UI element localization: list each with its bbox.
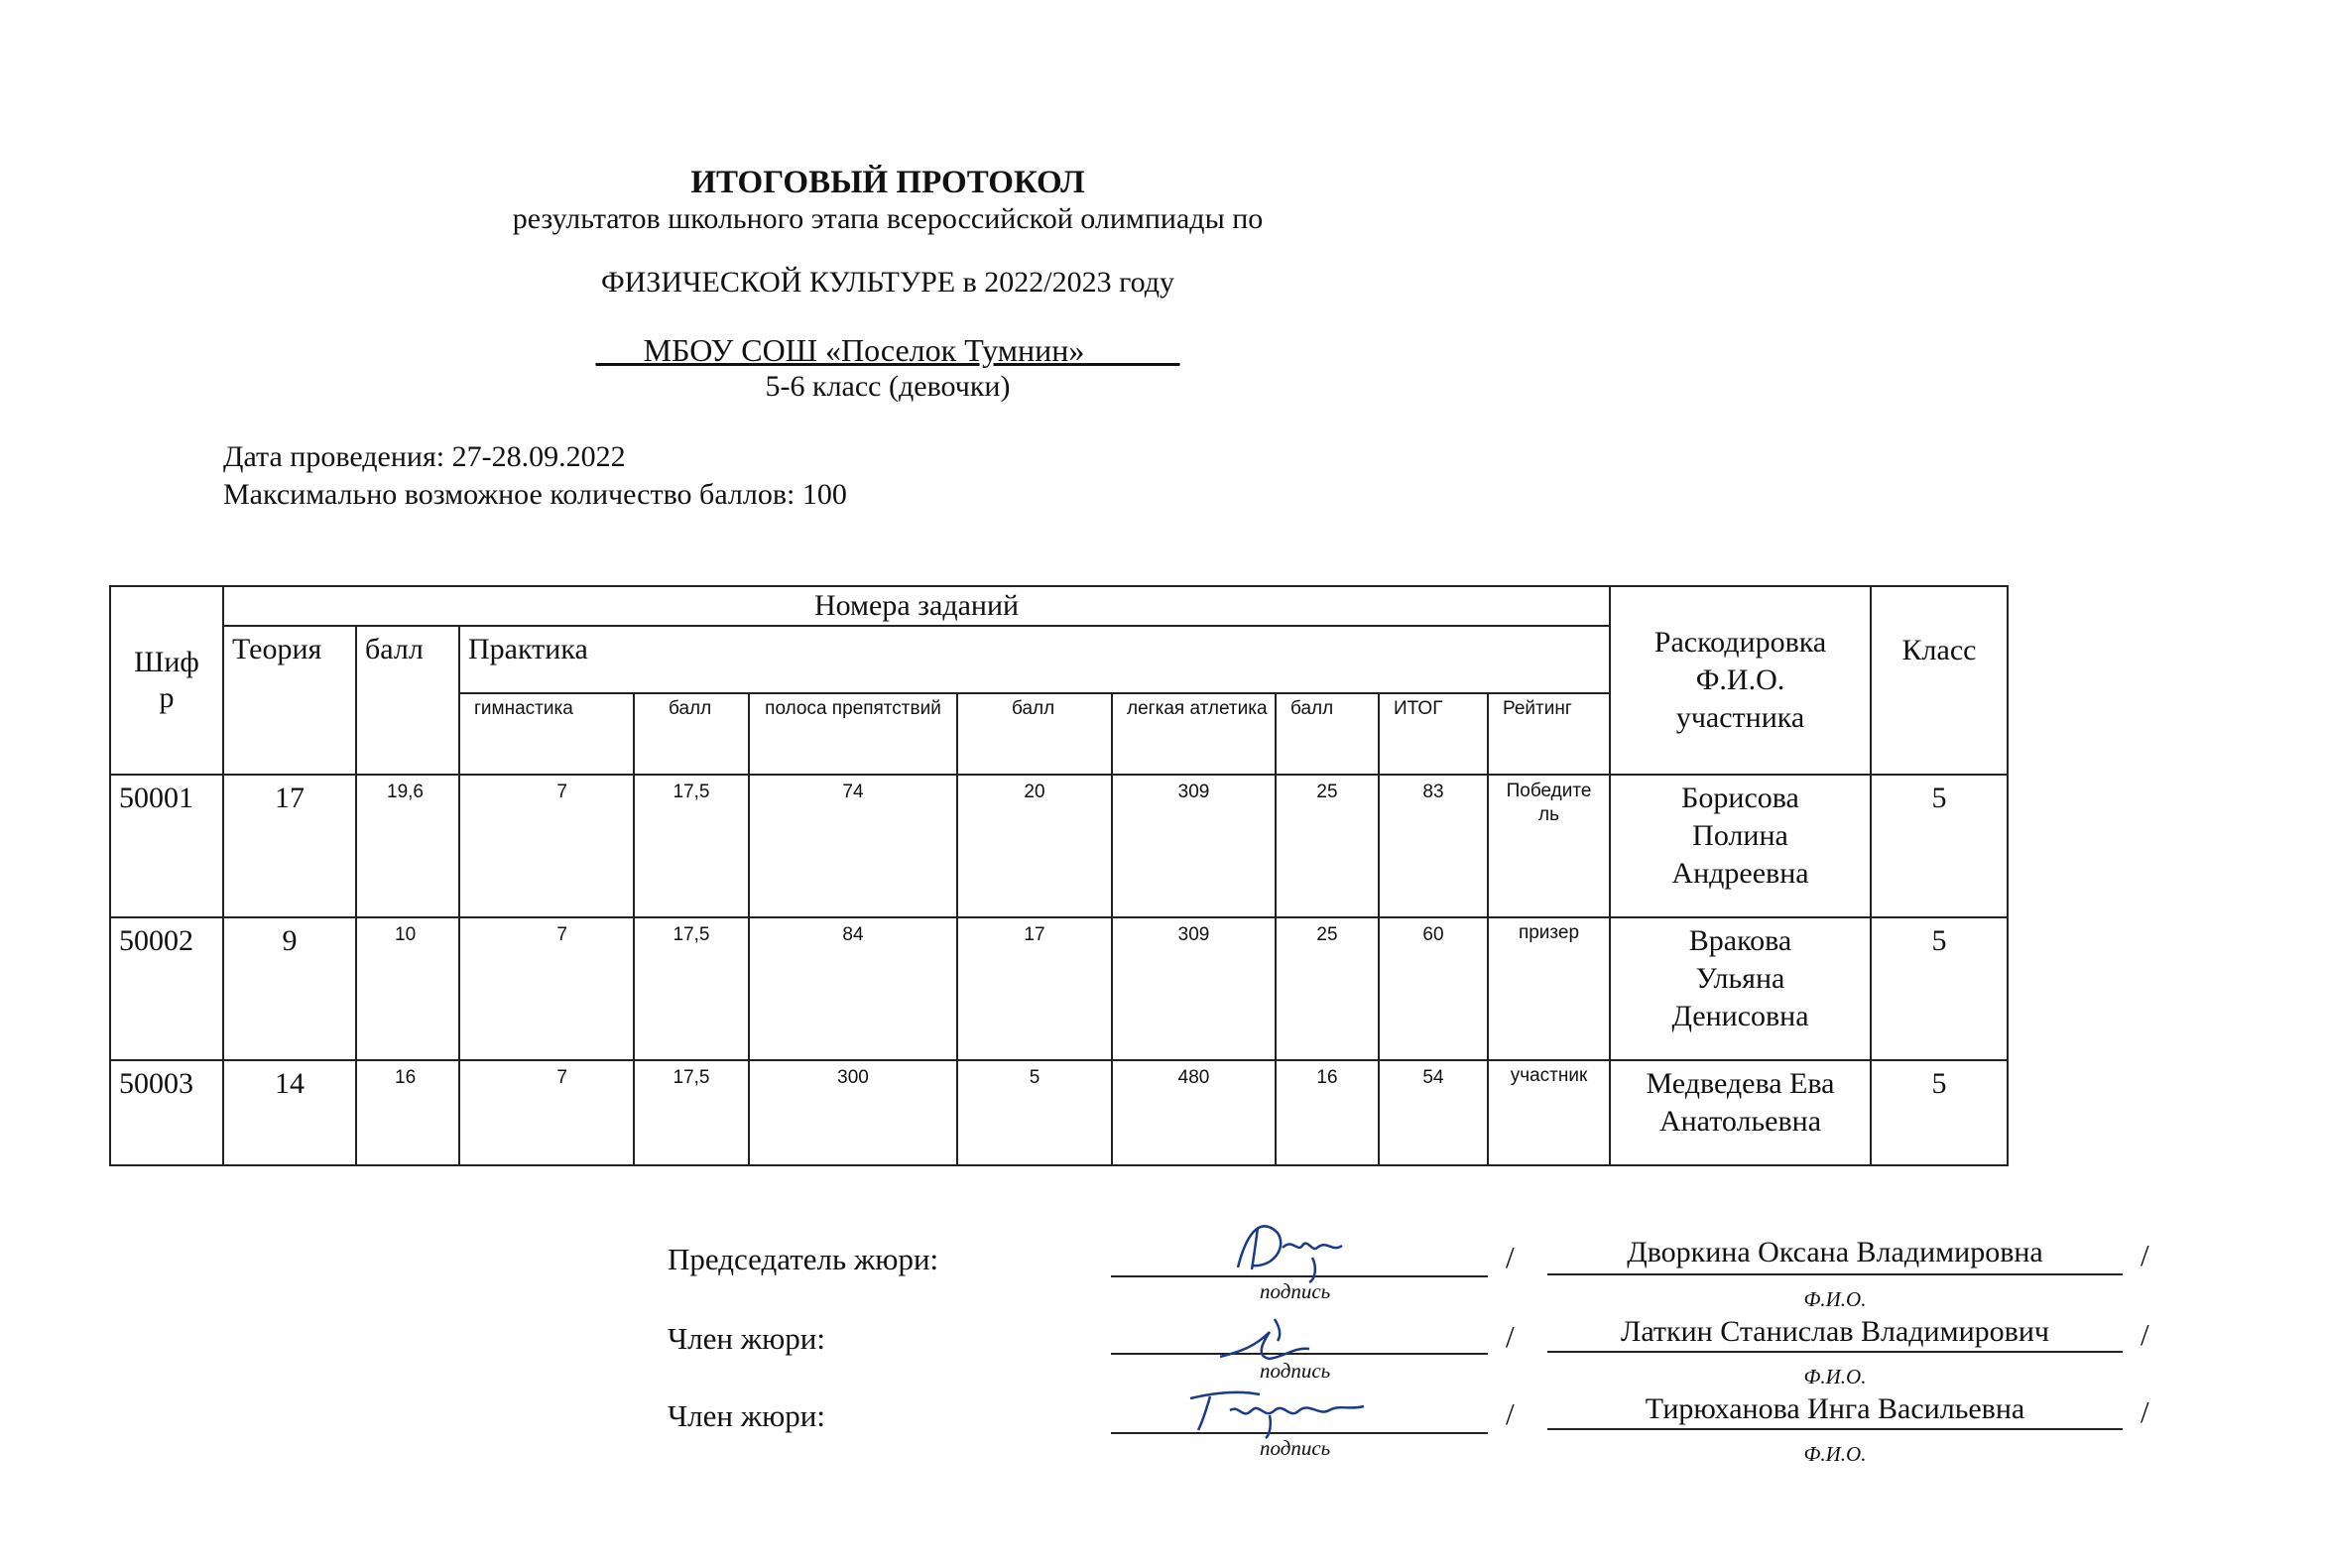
cell-gymnastics-score: 17,5: [634, 1060, 749, 1165]
jury-role-chair: Председатель жюри:: [668, 1242, 939, 1276]
cell-theory: 17: [223, 775, 356, 917]
cell-participant-name: Медведева Ева Анатольевна: [1610, 1060, 1871, 1165]
cell-obstacle-score: 20: [957, 775, 1112, 917]
header-gymnastics: гимнастика: [459, 693, 634, 775]
max-score: Максимально возможное количество баллов: 100: [223, 478, 847, 511]
name-caption: Ф.И.О.: [1803, 1365, 1867, 1388]
cell-theory-score: 10: [356, 917, 459, 1060]
cell-athletics: 309: [1112, 775, 1276, 917]
header-gymnastics-score: балл: [634, 693, 749, 775]
separator-slash: /: [1506, 1319, 1515, 1354]
header-obstacle: полоса препятствий: [749, 693, 957, 775]
header-athletics-score: балл: [1276, 693, 1379, 775]
table-row: [110, 917, 2008, 1060]
name-line: [1547, 1351, 2123, 1353]
header-obstacle-score: балл: [957, 693, 1112, 775]
name-line: [1547, 1273, 2123, 1275]
separator-slash: /: [1506, 1396, 1515, 1431]
table-row: [110, 775, 2008, 917]
separator-slash: /: [2141, 1238, 2149, 1272]
cell-class: 5: [1871, 775, 2008, 917]
separator-slash: /: [2141, 1317, 2149, 1352]
header-theory: Теория: [223, 626, 356, 775]
cell-athletics-score: 25: [1276, 775, 1379, 917]
jury-name: Латкин Станислав Владимирович: [1621, 1315, 2049, 1348]
cell-total: 60: [1379, 917, 1488, 1060]
cell-code: 50002: [110, 917, 223, 1060]
header-tasks: Номера заданий: [223, 586, 1610, 626]
cell-obstacle-score: 5: [957, 1060, 1112, 1165]
cell-athletics-score: 25: [1276, 917, 1379, 1060]
signature-image: [1200, 1307, 1359, 1367]
cell-athletics: 480: [1112, 1060, 1276, 1165]
jury-name: Дворкина Оксана Владимировна: [1627, 1236, 2043, 1268]
cell-athletics: 309: [1112, 917, 1276, 1060]
header-code: [110, 586, 223, 775]
cell-rating: [1488, 775, 1610, 917]
name-caption: Ф.И.О.: [1803, 1442, 1867, 1466]
cell-obstacle: 300: [749, 1060, 957, 1165]
signature-image: [1170, 1381, 1389, 1440]
name-caption: Ф.И.О.: [1803, 1287, 1867, 1311]
cell-rating: участник: [1488, 1060, 1610, 1165]
olympiad-subject: ФИЗИЧЕСКОЙ КУЛЬТУРЕ в 2022/2023 году: [600, 266, 1175, 299]
cell-total: 83: [1379, 775, 1488, 917]
separator-slash: /: [1506, 1240, 1515, 1274]
cell-theory: 14: [223, 1060, 356, 1165]
school-name-text: ___МБОУ СОШ «Поселок Тумнин»______: [595, 332, 1180, 368]
cell-class: 5: [1871, 1060, 2008, 1165]
signature-caption: подпись: [1260, 1279, 1331, 1303]
results-table: [109, 585, 2009, 1166]
cell-gymnastics: 7: [459, 917, 634, 1060]
cell-rating-text: Победитель: [1506, 781, 1592, 825]
cell-theory: 9: [223, 917, 356, 1060]
event-date: Дата проведения: 27-28.09.2022: [223, 440, 626, 473]
cell-athletics-score: 16: [1276, 1060, 1379, 1165]
cell-theory-score: 19,6: [356, 775, 459, 917]
cell-obstacle: 74: [749, 775, 957, 917]
signature-image: [1218, 1208, 1367, 1287]
cell-participant-name: Борисова Полина Андреевна: [1610, 775, 1871, 917]
cell-class: 5: [1871, 917, 2008, 1060]
school-name: [99, 334, 1676, 366]
cell-obstacle-score: 17: [957, 917, 1112, 1060]
name-line: [1547, 1428, 2123, 1430]
cell-participant-name: Вракова Ульяна Денисовна: [1610, 917, 1871, 1060]
cell-gymnastics: 7: [459, 1060, 634, 1165]
signature-caption: подпись: [1260, 1436, 1331, 1460]
cell-gymnastics: 7: [459, 775, 634, 917]
header-class: Класс: [1871, 586, 2008, 775]
jury-role-member: Член жюри:: [668, 1321, 825, 1356]
cell-code: 50001: [110, 775, 223, 917]
grade-group: 5-6 класс (девочки): [765, 370, 1011, 403]
header-theory-score: балл: [356, 626, 459, 775]
jury-name: Тирюханова Инга Васильевна: [1645, 1392, 2025, 1425]
cell-gymnastics-score: 17,5: [634, 775, 749, 917]
cell-rating: призер: [1488, 917, 1610, 1060]
header-practice: Практика: [459, 626, 1610, 693]
separator-slash: /: [2141, 1394, 2149, 1429]
document-subtitle: результатов школьного этапа всероссийской олимпиады по: [512, 202, 1264, 235]
document-title: ИТОГОВЫЙ ПРОТОКОЛ: [690, 165, 1085, 200]
jury-role-member: Член жюри:: [668, 1398, 825, 1433]
cell-obstacle: 84: [749, 917, 957, 1060]
cell-theory-score: 16: [356, 1060, 459, 1165]
cell-total: 54: [1379, 1060, 1488, 1165]
cell-code: 50003: [110, 1060, 223, 1165]
signature-caption: подпись: [1260, 1359, 1331, 1383]
header-code-label: Шифр: [134, 646, 199, 714]
header-athletics: легкая атлетика: [1112, 693, 1276, 775]
table-row: [110, 1060, 2008, 1165]
header-total: ИТОГ: [1379, 693, 1488, 775]
header-decode: Раскодировка Ф.И.О. участника: [1610, 586, 1871, 775]
cell-gymnastics-score: 17,5: [634, 917, 749, 1060]
header-rating: Рейтинг: [1488, 693, 1610, 775]
